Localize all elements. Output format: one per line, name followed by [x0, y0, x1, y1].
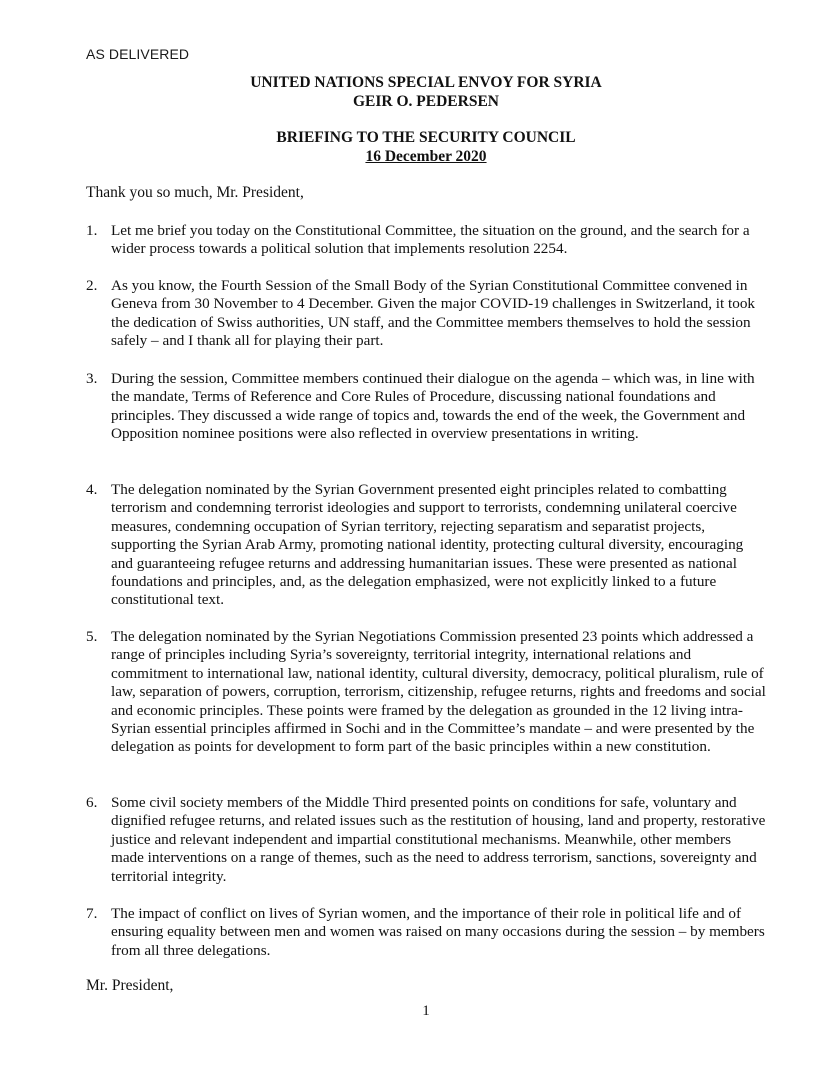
paragraph-4: [86, 481, 766, 610]
paragraph-number: 6.: [86, 794, 98, 811]
envoy-header: [12, 73, 828, 111]
opening-salutation: Thank you so much, Mr. President,: [86, 184, 304, 201]
paragraph-number: 5.: [86, 628, 98, 645]
paragraph-1: [86, 222, 766, 259]
paragraph-5: [86, 628, 766, 757]
envoy-name: GEIR O. PEDERSEN: [353, 93, 499, 110]
briefing-title: BRIEFING TO THE SECURITY COUNCIL: [276, 129, 576, 146]
envoy-office-title: UNITED NATIONS SPECIAL ENVOY FOR SYRIA: [250, 74, 602, 91]
paragraph-number: 2.: [86, 277, 98, 294]
paragraph-text: Let me brief you today on the Constitutional Committee, the situation on the ground, and the search for a wider process towards a political solution that implements resolution 2254.: [111, 222, 750, 258]
briefing-header: [12, 128, 828, 166]
paragraph-text: Some civil society members of the Middle Third presented points on conditions for safe, voluntary and dignified refugee returns, and related issues such as the restitution of housing, land and property, restorative justice and relevant independent and impartial constitutional mechanisms. Meanwhile, other members made interventions on a range of themes, such as the need to address terrorism, sanctions, sovereignty and territorial integrity.: [111, 794, 766, 885]
paragraph-2: [86, 277, 766, 351]
paragraph-text: The impact of conflict on lives of Syrian women, and the importance of their role in political life and of ensuring equality between men and women was raised on many occasions during the session – by members from all three delegations.: [111, 905, 765, 959]
closing-salutation: Mr. President,: [86, 977, 174, 994]
paragraph-3: [86, 370, 766, 444]
paragraph-number: 1.: [86, 222, 98, 239]
status-label: AS DELIVERED: [86, 46, 190, 62]
paragraph-number: 7.: [86, 905, 98, 922]
paragraph-number: 3.: [86, 370, 98, 387]
paragraph-6: [86, 794, 766, 886]
paragraph-7: [86, 905, 766, 960]
paragraph-text: The delegation nominated by the Syrian Government presented eight principles related to combatting terrorism and condemning terrorist ideologies and support to terrorists, condemning unilateral coercive measures, condemning occupation of Syrian territory, rejecting separatism and separatist projects, supporting the Syrian Arab Army, promoting national identity, protecting cultural diversity, encouraging and guaranteeing refugee returns and addressing humanitarian issues. These were presented as national foundations and principles, and, as the delegation emphasized, were not explicitly linked to a future constitutional text.: [111, 481, 744, 609]
paragraph-text: During the session, Committee members continued their dialogue on the agenda – which was, in line with the mandate, Terms of Reference and Core Rules of Procedure, discussing national foundations and principles. They discussed a wide range of topics and, towards the end of the week, the Government and Opposition nominee positions were also reflected in overview presentations in writing.: [111, 370, 755, 443]
page-number: 1: [422, 1003, 430, 1019]
paragraph-number: 4.: [86, 481, 98, 498]
paragraph-text: The delegation nominated by the Syrian Negotiations Commission presented 23 points which addressed a range of principles including Syria’s sovereignty, territorial integrity, international relations and commitment to international law, national identity, cultural diversity, democracy, political pluralism, rule of law, separation of powers, corruption, terrorism, citizenship, refugee returns, rights and freedoms and social and economic principles. These points were framed by the delegation as grounded in the 12 living intra-Syrian essential principles affirmed in Sochi and in the Committee’s mandate – and were presented by the delegation as points for development to form part of the basic principles within a new constitution.: [111, 628, 766, 756]
briefing-date: 16 December 2020: [365, 148, 487, 165]
paragraph-text: As you know, the Fourth Session of the Small Body of the Syrian Constitutional Committee convened in Geneva from 30 November to 4 December. Given the major COVID-19 challenges in Switzerland, it took the dedication of Swiss authorities, UN staff, and the Committee members themselves to hold the session safely – and I thank all for playing their part.: [111, 277, 756, 350]
